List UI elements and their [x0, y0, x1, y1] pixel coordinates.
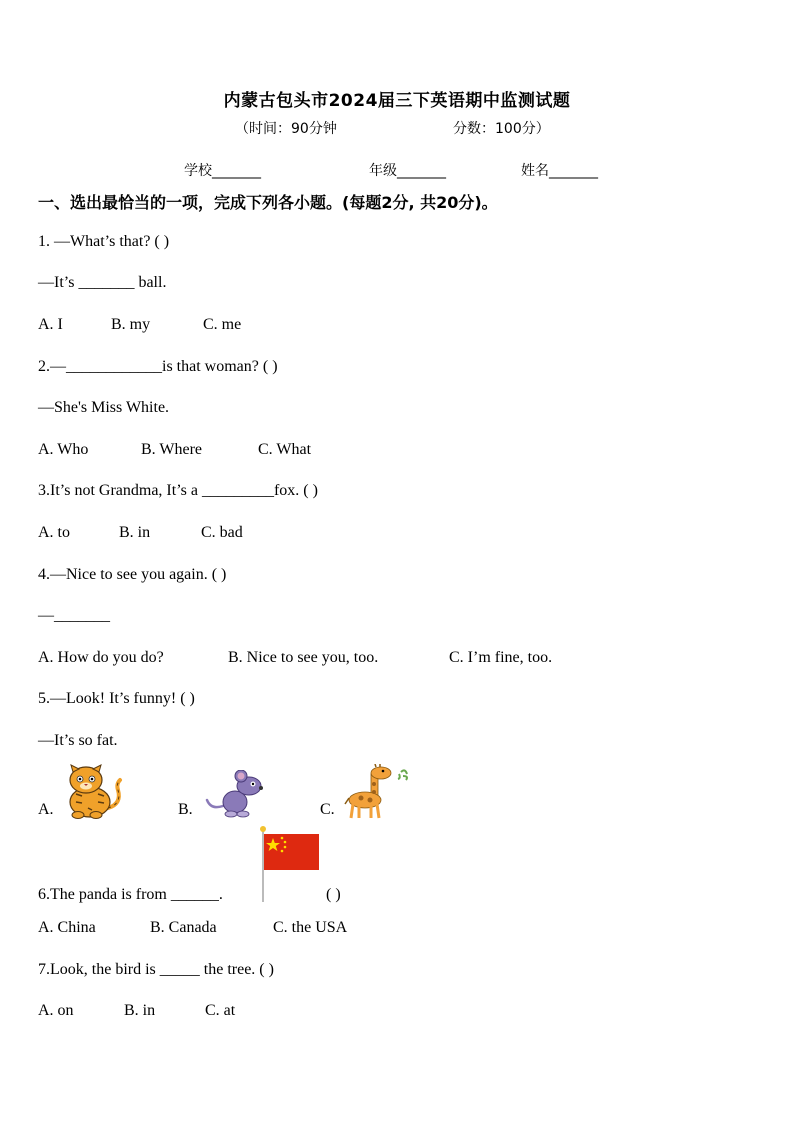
question-5-option-a: A.: [38, 801, 54, 818]
question-2-line2: —She's Miss White.: [38, 399, 170, 416]
question-4-stem: 4.—Nice to see you again. ( ): [38, 566, 227, 583]
question-7-option-a: A. on: [38, 1002, 74, 1019]
question-6-option-c: C. the USA: [273, 919, 348, 936]
question-2-option-a: A. Who: [38, 441, 89, 458]
question-6-stem: 6.The panda is from ______.: [38, 886, 223, 903]
question-6-option-a: A. China: [38, 919, 96, 936]
question-6-paren: ( ): [326, 886, 341, 903]
question-2-option-b: B. Where: [141, 441, 203, 458]
question-5-line2: —It’s so fat.: [38, 732, 118, 749]
question-3-option-a: A. to: [38, 524, 70, 541]
question-4-line2: —_______: [38, 607, 110, 624]
question-3-option-c: C. bad: [201, 524, 243, 541]
question-5-stem: 5.—Look! It’s funny! ( ): [38, 690, 195, 707]
question-1-option-a: A. I: [38, 316, 63, 333]
question-7-option-b: B. in: [124, 1002, 156, 1019]
question-2-option-c: C. What: [258, 441, 312, 458]
question-4-option-c: C. I’m fine, too.: [449, 649, 553, 666]
section-heading: 一、选出最恰当的一项，完成下列各小题。(每题2分, 共20分)。: [38, 193, 498, 212]
question-5-option-c: C.: [320, 801, 335, 818]
question-4-option-a: A. How do you do?: [38, 649, 164, 666]
question-2-stem: 2.—____________is that woman? ( ): [38, 358, 278, 375]
question-1-stem: 1. —What’s that? ( ): [38, 233, 170, 250]
name-field: 姓名_______: [521, 163, 598, 179]
question-6-option-b: B. Canada: [150, 919, 217, 936]
question-7-stem: 7.Look, the bird is _____ the tree. ( ): [38, 961, 274, 978]
time-label: （时间：90分钟: [235, 121, 337, 137]
mouse-icon: [205, 770, 267, 820]
question-5-option-b: B.: [178, 801, 193, 818]
question-4-option-b: B. Nice to see you, too.: [228, 649, 379, 666]
giraffe-icon: [343, 764, 411, 820]
question-1-option-c: C. me: [203, 316, 242, 333]
question-3-stem: 3.It’s not Grandma, It’s a _________fox. ( ): [38, 482, 318, 499]
grade-field: 年级_______: [369, 163, 446, 179]
page-title: 内蒙古包头市2024届三下英语期中监测试题: [223, 91, 571, 111]
tiger-icon: [60, 764, 126, 820]
school-field: 学校_______: [184, 163, 261, 179]
question-7-option-c: C. at: [205, 1002, 236, 1019]
china-flag-icon: [255, 824, 323, 904]
question-1-line2: —It’s _______ ball.: [38, 274, 167, 291]
question-1-option-b: B. my: [111, 316, 151, 333]
score-label: 分数：100分）: [453, 121, 550, 137]
question-3-option-b: B. in: [119, 524, 151, 541]
